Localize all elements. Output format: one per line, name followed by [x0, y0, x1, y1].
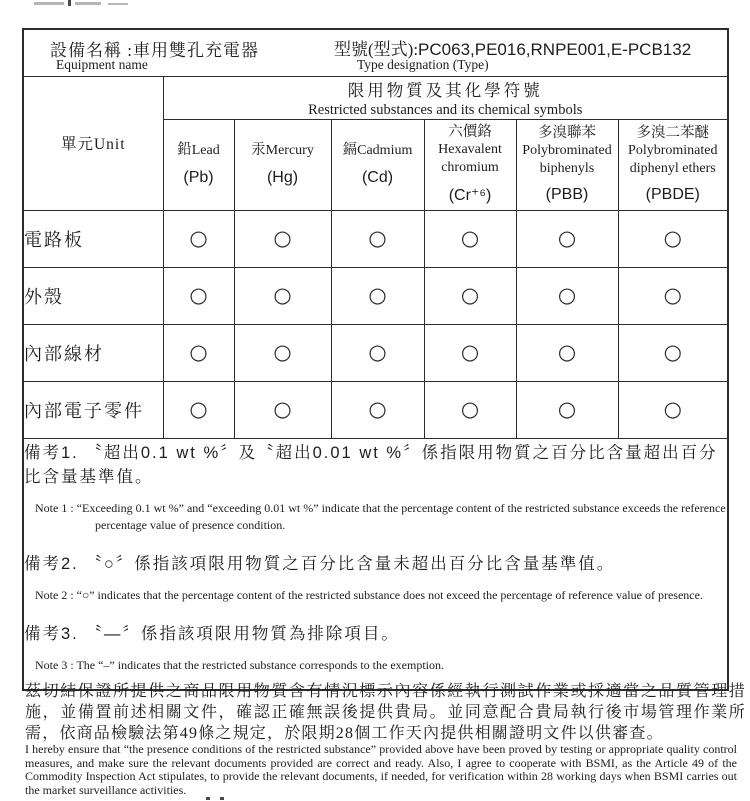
cell-circuit-board-pbb: [516, 210, 618, 267]
unit-column-header: 單元Unit: [23, 76, 163, 210]
cadmium-symbol: (Cd): [361, 168, 394, 186]
cadmium-zh: 鎘: [342, 142, 358, 159]
note-3-en: Note 3 : The “–” indicates that the restricted substance corresponds to the exemption.: [35, 657, 444, 672]
cadmium-en: Cadmium: [357, 143, 413, 159]
notes-section: [23, 438, 728, 690]
compliance-circle: ○: [273, 225, 292, 250]
declaration-paragraph-en: I hereby ensure that “the presence conditions of the restricted substance” provided above have been proved by testing or appropriate quality control measures, and make sure the relevant documents provided are correct and ready. Also, I agree to cooperate with BSMI, as the Article 49 of the Commodity Inspection Act stipulates, to provide the relevant documents, if needed, for verification within 28 working days when BSMI carries out the market surveillance activities.: [25, 742, 737, 797]
cell-circuit-board-pbde: [618, 210, 728, 267]
table-row-internal-electronic-parts: [23, 381, 728, 438]
table-row-casing: [23, 267, 728, 324]
column-header-lead: [163, 119, 234, 210]
table-row-internal-wiring: [23, 324, 728, 381]
cell-internal-wiring-pb: [163, 324, 234, 381]
cell-internal-wiring-hg: [234, 324, 331, 381]
compliance-circle: ○: [368, 282, 387, 307]
equipment-name-zh: 設備名稱 :車用雙孔充電器: [50, 41, 259, 60]
declaration-paragraph-zh: 茲切結保證所提供之商品限用物質含有情況標示內容係經執行測試作業或採適當之品質管理措施，並備置前述相關文件，確認正確無誤後提供貴局。並同意配合貴局執行後市場管理作業所需，依商品檢驗法第49條之規定，於限期28個工作天內提供相關證明文件以供審查。: [25, 683, 746, 742]
cell-casing-cr6: [424, 267, 516, 324]
note-1-en: Note 1 : “Exceeding 0.1 wt %” and “exceeding 0.01 wt %” indicate that the percentage content of the restricted substance exceeds the reference percentage value of presence condition.: [35, 500, 726, 532]
compliance-circle: ○: [663, 396, 682, 421]
cell-casing-pb: [163, 267, 234, 324]
column-header-hexavalent-chromium: [424, 119, 516, 210]
cell-circuit-board-pb: [163, 210, 234, 267]
compliance-circle: ○: [189, 225, 208, 250]
note-3-zh: 備考3. 〝—〞係指該項限用物質為排除項目。: [24, 624, 400, 643]
substances-header-zh: 限用物質及其化學符號: [347, 80, 543, 100]
compliance-circle: ○: [460, 339, 480, 364]
cell-internal-electronic-parts-pb: [163, 381, 234, 438]
lead-en: Lead: [191, 143, 220, 159]
cell-internal-wiring-pbde: [618, 324, 728, 381]
compliance-circle: ○: [557, 225, 577, 250]
note-1-zh: 備考1. 〝超出0.1 wt %〞及〝超出0.01 wt %〞係指限用物質之百分比含量超出百分比含量基準值。: [24, 443, 718, 486]
pbde-zh: 多溴二苯醚: [636, 124, 710, 141]
unit-label-internal-electronic-parts: 內部電子零件: [23, 381, 163, 438]
type-label-zh: 型號(型式):: [334, 40, 419, 59]
equipment-name-en: Equipment name: [56, 57, 148, 72]
compliance-circle: ○: [368, 225, 387, 250]
unit-label-internal-wiring: 內部線材: [23, 324, 163, 381]
cell-internal-electronic-parts-pbde: [618, 381, 728, 438]
cell-circuit-board-cr6: [424, 210, 516, 267]
mercury-symbol: (Hg): [266, 168, 299, 186]
compliance-circle: ○: [273, 339, 292, 364]
cell-internal-wiring-pbb: [516, 324, 618, 381]
pbb-en: Polybrominated biphenyls: [522, 143, 612, 176]
column-header-pbb: [516, 119, 618, 210]
cell-internal-electronic-parts-cr6: [424, 381, 516, 438]
note-2-en: Note 2 : “○” indicates that the percentage content of the restricted substance does not exceed the percentage of reference value of presence.: [35, 587, 703, 602]
type-model-numbers: PC063,PE016,RNPE001,E-PCB132: [418, 40, 692, 59]
restricted-substances-table: [22, 28, 727, 676]
compliance-circle: ○: [189, 282, 208, 307]
cell-casing-hg: [234, 267, 331, 324]
substances-header-cell: [163, 76, 728, 119]
column-header-mercury: [234, 119, 331, 210]
substances-header-en: Restricted substances and its chemical symbols: [308, 101, 583, 118]
mercury-zh: 汞: [251, 142, 266, 159]
lead-zh: 鉛: [177, 142, 192, 159]
compliance-circle: ○: [273, 396, 292, 421]
cell-internal-electronic-parts-cd: [331, 381, 424, 438]
pbb-zh: 多溴聯苯: [538, 124, 596, 141]
compliance-circle: ○: [557, 339, 577, 364]
cell-internal-wiring-cd: [331, 324, 424, 381]
compliance-circle: ○: [368, 339, 387, 364]
hexavalent-chromium-zh: 六價鉻: [448, 123, 492, 140]
compliance-circle: ○: [273, 282, 292, 307]
cell-internal-electronic-parts-pbb: [516, 381, 618, 438]
cell-casing-pbb: [516, 267, 618, 324]
column-header-pbde: [618, 119, 728, 210]
cell-circuit-board-hg: [234, 210, 331, 267]
cell-internal-wiring-cr6: [424, 324, 516, 381]
unit-label-casing: 外殼: [23, 267, 163, 324]
cell-casing-cd: [331, 267, 424, 324]
compliance-circle: ○: [189, 396, 208, 421]
lead-symbol: (Pb): [183, 168, 214, 186]
cell-circuit-board-cd: [331, 210, 424, 267]
cell-casing-pbde: [618, 267, 728, 324]
compliance-circle: ○: [460, 282, 480, 307]
table-row-circuit-board: [23, 210, 728, 267]
pbb-symbol: (PBB): [545, 186, 589, 204]
pbde-en: Polybrominated diphenyl ethers: [628, 143, 718, 176]
compliance-circle: ○: [460, 396, 480, 421]
compliance-circle: ○: [189, 339, 208, 364]
hexavalent-chromium-en: Hexavalent chromium: [438, 142, 502, 175]
cell-internal-electronic-parts-hg: [234, 381, 331, 438]
column-header-cadmium: [331, 119, 424, 210]
pbde-symbol: (PBDE): [645, 186, 700, 204]
note-2-zh: 備考2. 〝○〞係指該項限用物質之百分比含量未超出百分比含量基準值。: [24, 554, 616, 573]
compliance-circle: ○: [557, 282, 577, 307]
compliance-circle: ○: [557, 396, 577, 421]
hexavalent-chromium-symbol: (Cr⁺⁶): [448, 187, 492, 205]
compliance-circle: ○: [368, 396, 387, 421]
compliance-circle: ○: [663, 225, 682, 250]
unit-label-circuit-board: 電路板: [23, 210, 163, 267]
compliance-circle: ○: [460, 225, 480, 250]
equipment-type-header-cell: [23, 29, 728, 76]
mercury-en: Mercury: [265, 143, 314, 159]
compliance-circle: ○: [663, 282, 682, 307]
compliance-circle: ○: [663, 339, 682, 364]
type-designation-en: Type designation (Type): [357, 57, 489, 72]
